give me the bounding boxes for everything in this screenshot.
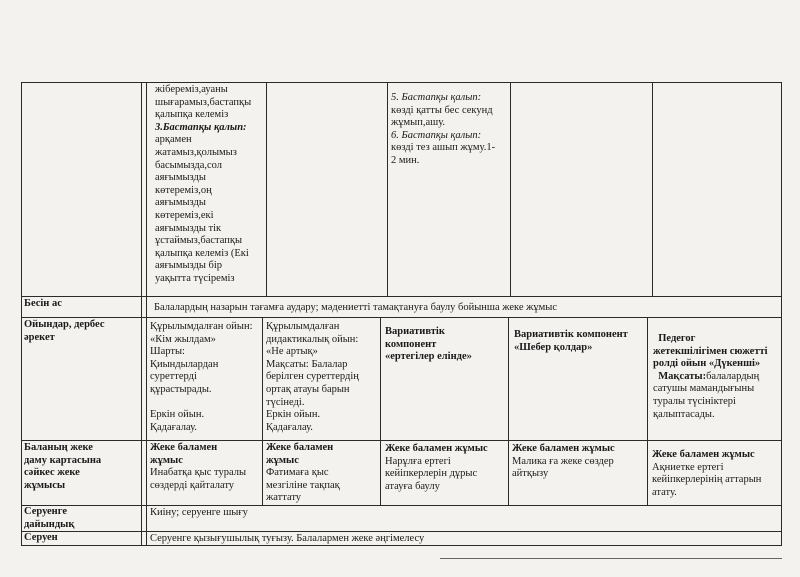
row-divider-jeke [21,440,782,441]
oyin-c5-goal-line [653,371,781,384]
oyin-c1-line-5: құрастырады. [150,383,212,395]
oyin-c5-bold-0: Педегог [653,333,696,344]
prep-text: Киіну; серуенге шығу [150,507,248,518]
mid-col-divider-2 [380,317,381,505]
oyin-c2-line-4: берілген суреттердің [266,371,359,383]
top-col-divider-3 [510,82,511,296]
oyin-c2-line-2: «Не артық» [266,346,318,358]
oyin-c2-line-0: Құрылымдалған [266,321,340,332]
seruen-text: Серуенге қызығушылық туғызу. Балалармен жеке әңгімелесу [150,533,425,544]
jeke-c5-head: Жеке баламен жұмыс [652,449,755,460]
top-col-divider-2 [387,82,388,296]
jeke-col5 [652,449,780,499]
jeke-label-line-2: сәйкес жеке [24,467,80,479]
oyin-c2-line-8: Қадағалау. [266,421,313,433]
mid-col-divider-1 [262,317,263,505]
oyin-c5-bold-2: ролді ойын «Дүкенші» [653,358,761,370]
jeke-col1 [150,442,261,492]
oyin-c1-line-1: «Кім жылдам» [150,333,216,345]
top-col2-line-6: басымызда,сол [155,159,223,171]
jeke-col4 [512,443,646,481]
top-col2-line-15: уақытта түсіреміз [155,272,235,284]
top-col2-line-1: шығарамыз,бастапқы [155,96,252,108]
table-right-border [781,82,782,546]
top-col2-line-10: көтереміз,екі [155,209,214,221]
jeke-label [24,442,139,492]
oyin-c1-line-7: Еркін ойын. [150,409,205,421]
oyin-c5-goal-3: қалыптасады. [653,408,715,420]
oyin-c5-goal-2: туралы түсініктері [653,395,736,407]
jeke-c3-text-0: Нарұлға ертегі [385,455,451,467]
top-col2-text [155,84,265,286]
jeke-c3-text-1: кейіпкерлерін дұрыс [385,468,478,480]
top-col2-line-13: қалыпқа келеміз (Екі [155,247,249,259]
oyin-label-line-1: әрекет [24,331,55,343]
oyin-c2-line-7: Еркін ойын. [266,409,321,421]
oyin-c1-line-4: суреттерді [150,371,197,383]
label-column-divider-2 [146,82,147,546]
jeke-c2-text-2: жаттату [266,492,302,504]
top-col2-line-0: жібереміз,ауаны [155,84,228,95]
oyin-c2-line-3: Мақсаты: Балалар [266,358,348,370]
besin-text: Балалардың назарын тағамға аудару; мәдениетті тамақтануға баулу бойынша жеке жұмыс [154,302,557,313]
oyin-col4 [514,329,646,354]
label-column-divider [141,82,142,546]
oyin-c4-line-1: «Шебер қолдар» [514,341,593,353]
oyin-col2 [266,321,378,434]
top-col2-heading: 3.Бастапқы қалып: [155,121,247,133]
oyin-label-line-0: Ойындар, дербес [24,319,105,330]
top-col2-line-5: жатамыз,қолымыз [155,146,237,158]
mid-col-divider-3 [508,317,509,505]
oyin-c3-line-1: компонент [385,338,437,350]
jeke-c5-text-2: атату. [652,486,677,498]
oyin-c1-line-0: Құрылымдалған ойын: [150,321,253,332]
top-col2-line-8: көтереміз,оң [155,184,212,196]
oyin-c3-line-0: Вариативтік [385,326,445,337]
oyin-c1-line-6 [150,397,261,410]
jeke-c4-text-0: Малика ға жеке сөздер [512,455,614,467]
jeke-label-line-0: Баланың жеке [24,442,93,453]
jeke-c4-text-1: айтқызу [512,468,549,480]
oyin-c1-line-2: Шарты: [150,346,185,358]
oyin-c2-line-1: дидактикалық ойын: [266,333,359,345]
bottom-rule [440,558,782,559]
top-col2-line-9: аяғымызды [155,197,206,209]
prep-label [24,506,139,531]
oyin-col5 [653,333,781,421]
top-col4-line-5a: көзді қатты бес секунд [391,104,493,116]
top-col2-line-4: арқамен [155,134,192,146]
oyin-col1 [150,321,261,434]
top-col4-heading-5: 5. Бастапқы қалып: [391,92,482,103]
jeke-col3 [385,443,507,493]
table-top-border [21,82,782,83]
top-col4-heading-6: 6. Бастапқы қалып: [391,129,482,141]
row-divider-oyin [21,317,782,318]
jeke-col2 [266,442,378,505]
oyin-c5-goal-label: Мақсаты: [653,370,707,382]
oyin-c4-line-0: Вариативтік компонент [514,329,628,340]
oyin-c5-goal-1: сатушы мамандығыны [653,383,755,395]
table-left-border [21,82,22,546]
top-col-divider-4 [652,82,653,296]
oyin-col3 [385,326,505,364]
mid-col-divider-4 [647,317,648,505]
prep-label-line-0: Серуенге [24,506,67,517]
top-col-divider-1 [266,82,267,296]
jeke-c1-text-1: сөздерді қайталату [150,479,235,491]
jeke-c1-text-0: Инабатқа қыс туралы [150,467,247,479]
top-col2-line-14: аяғымызды бір [155,260,223,272]
jeke-c2-text-0: Фатимаға қыс [266,467,329,479]
top-col2-line-11: аяғымызды тік [155,222,222,234]
jeke-c2-text-1: мезгіліне тақпақ [266,479,340,491]
oyin-c1-line-8: Қадағалау. [150,421,197,433]
jeke-c3-head: Жеке баламен жұмыс [385,443,488,454]
jeke-c5-text-0: Ақниетке ертегі [652,461,724,473]
jeke-c1-head-0: Жеке баламен [150,442,218,453]
jeke-c2-head-1: жұмыс [266,454,299,466]
prep-label-line-1: дайындық [24,518,75,530]
top-col4-line-5b: жұмып,ашу. [391,117,446,129]
top-col2-line-2: қалыпқа келеміз [155,109,229,121]
oyin-c5-goal-0: балалардың [706,370,760,382]
oyin-c2-line-5: ортақ атауы барын [266,383,350,395]
row-divider-besin [21,296,782,297]
besin-label: Бесін ас [24,298,62,309]
oyin-c2-line-6: түсінеді. [266,396,305,408]
oyin-c5-bold-1: жетекшілігімен сюжетті [653,345,768,357]
jeke-label-line-1: даму картасына [24,454,102,466]
jeke-label-line-3: жұмысы [24,479,66,491]
jeke-c3-text-2: атауға баулу [385,480,440,492]
oyin-c1-line-3: Қиындылардан [150,358,219,370]
top-col4-text [391,92,509,168]
jeke-c5-text-1: кейіпкерлерінің аттарын [652,474,762,486]
jeke-c1-head-1: жұмыс [150,454,183,466]
oyin-c3-line-2: «ертегілер елінде» [385,351,472,363]
top-col2-line-7: аяғымызды [155,172,206,184]
seruen-label: Серуен [24,532,58,543]
top-col4-line-6b: 2 мин. [391,154,420,166]
jeke-c2-head-0: Жеке баламен [266,442,334,453]
top-col4-line-6a: көзді тез ашып жұму.1- [391,142,496,154]
top-col2-line-12: ұстаймыз,бастапқы [155,235,243,247]
jeke-c4-head: Жеке баламен жұмыс [512,443,615,454]
oyin-label [24,319,139,344]
